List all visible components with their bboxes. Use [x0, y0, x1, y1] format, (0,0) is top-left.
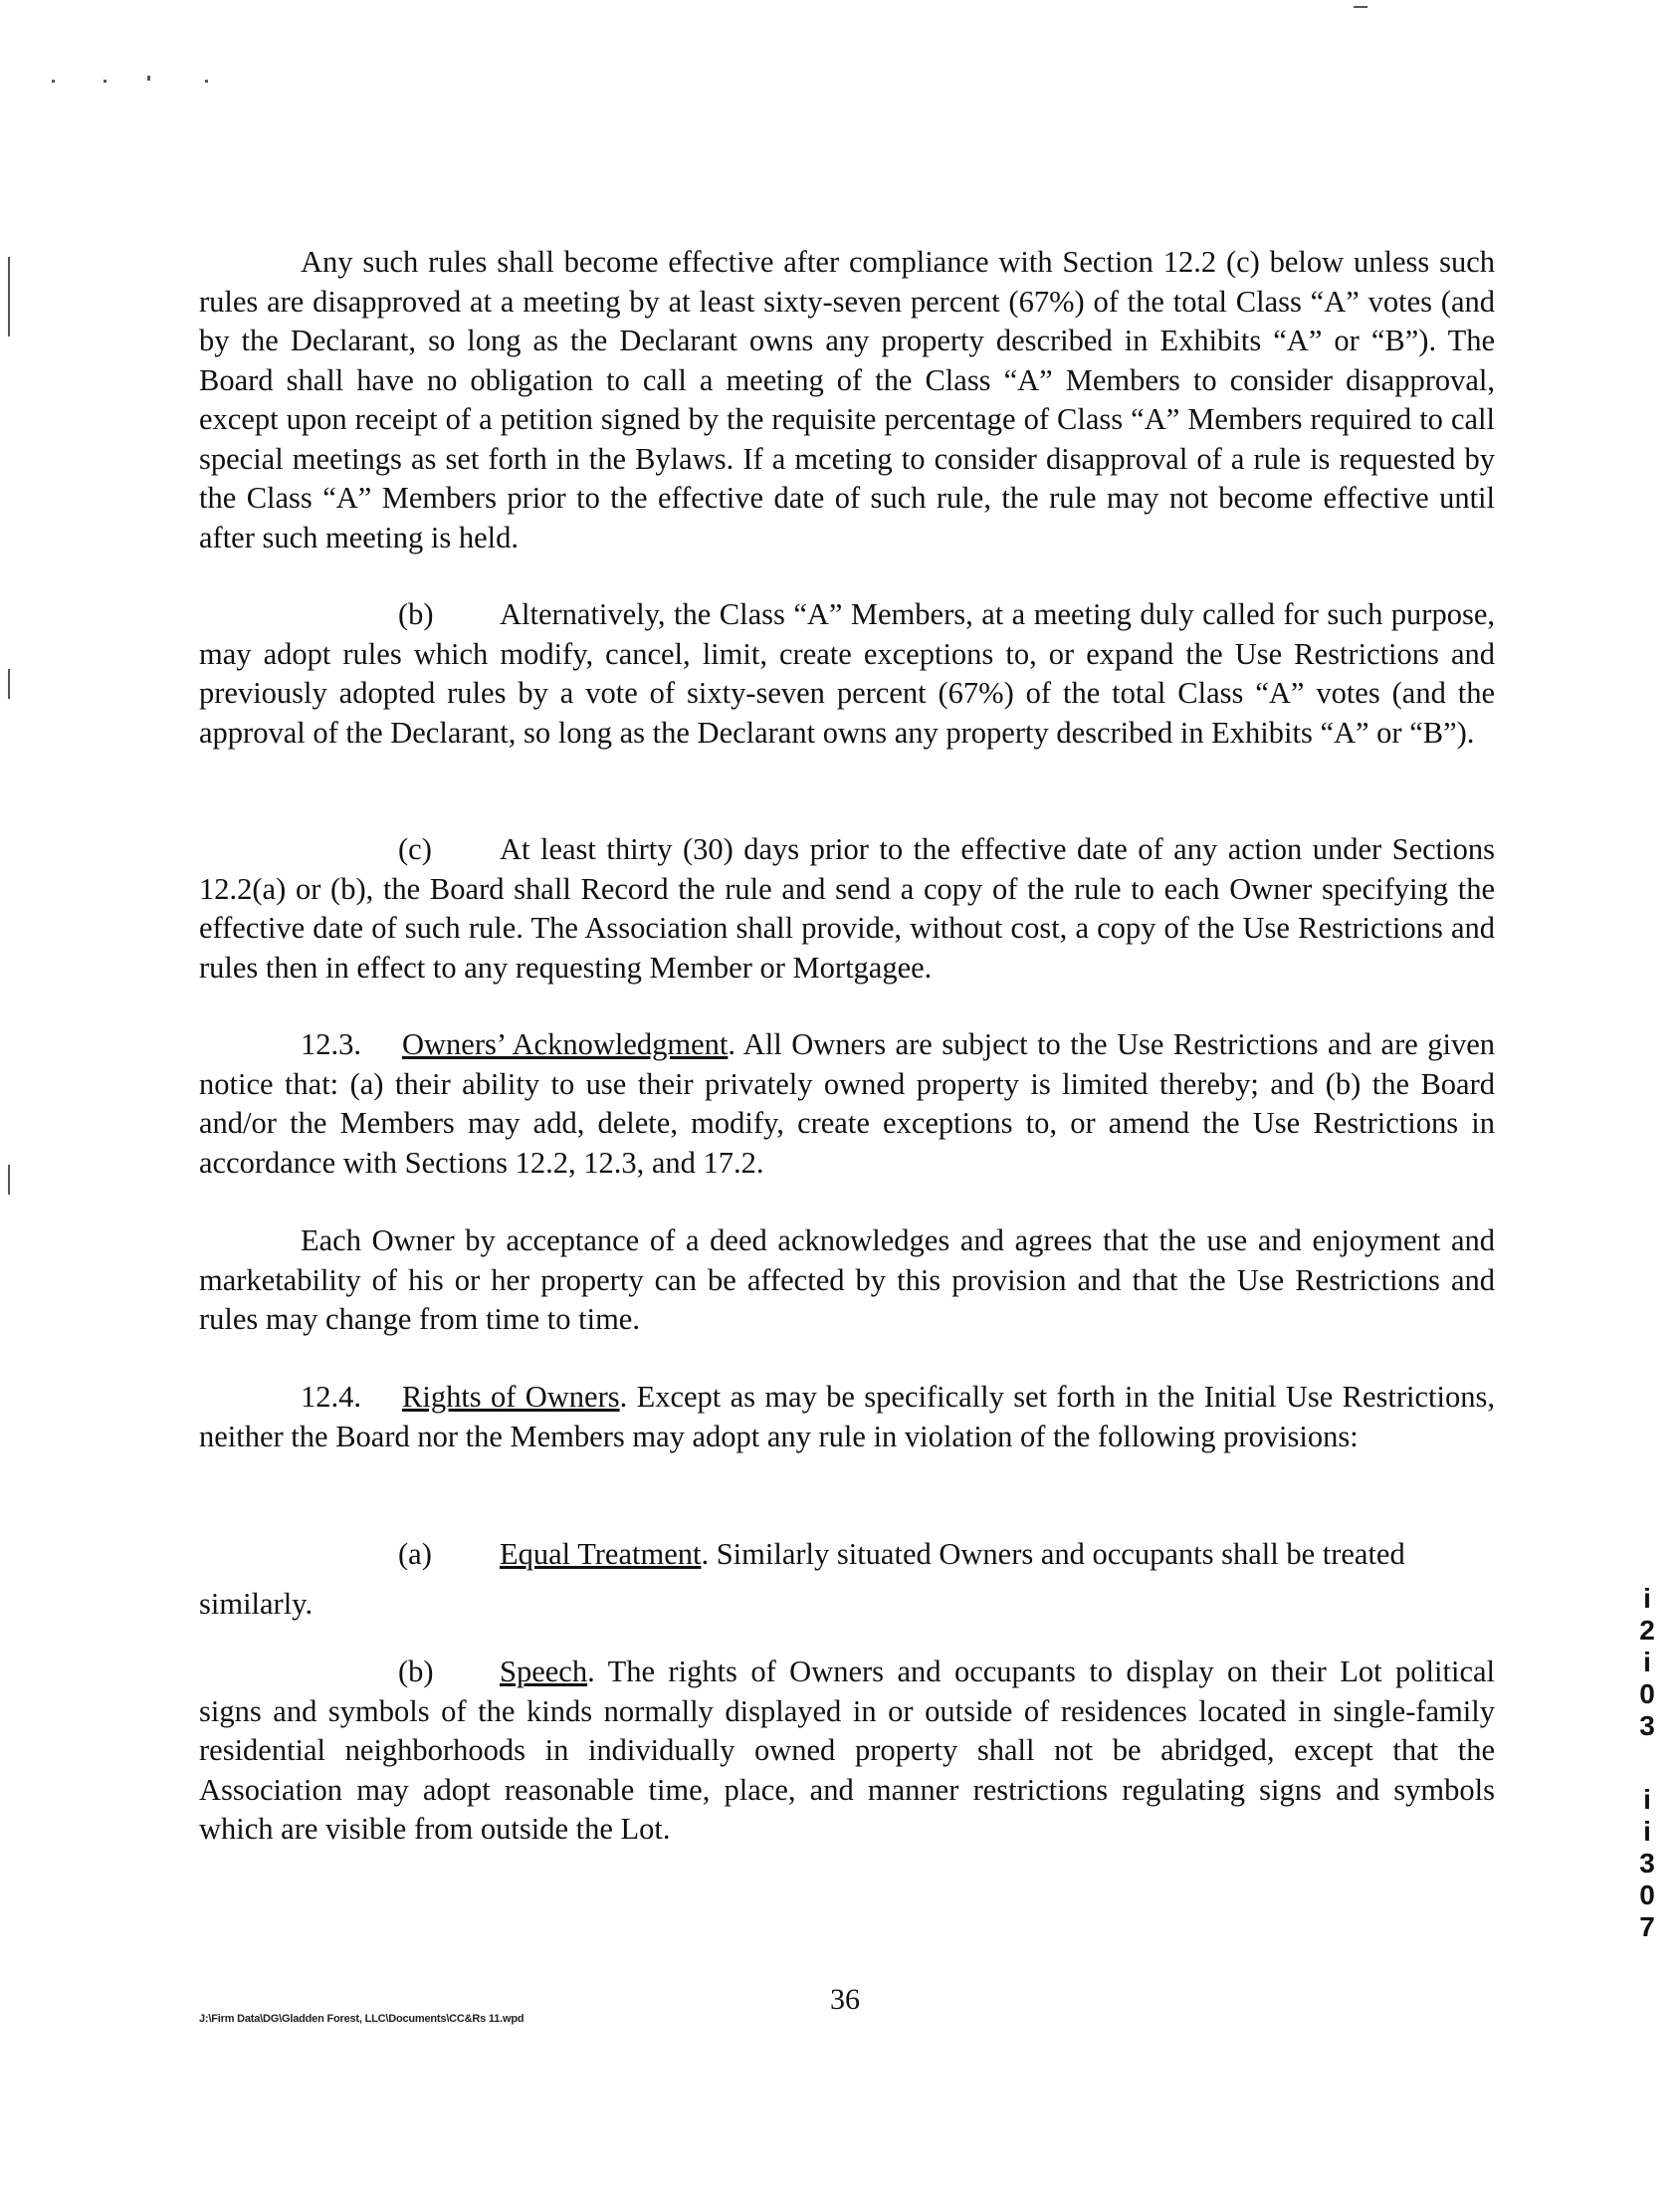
clause-label: (b) — [398, 597, 434, 631]
section-number: 12.3. — [301, 1027, 361, 1061]
paragraph-12-2-b — [199, 595, 1495, 753]
paragraph-text: . Similarly situated Owners and occupants shall be treated — [701, 1537, 1405, 1571]
scan-mark — [104, 80, 106, 83]
stamp-char: i — [1643, 1784, 1651, 1815]
clause-heading: Speech — [500, 1655, 588, 1688]
stamp-char: 3 — [1639, 1848, 1655, 1878]
paragraph-12-2-c — [199, 830, 1495, 988]
paragraph-text: . All Owners are subject to the Use Restrictions and are given notice that: (a) their ability to use their privately owned property is limited thereby; and (b) the Board and/or the Members may add, delete, modify, create exceptions to, or amend the Use Restrictions in accordance with Sections 12.2, 12.3, and 17.2. — [199, 1027, 1495, 1180]
scan-mark — [147, 76, 150, 81]
section-heading: Rights of Owners — [402, 1380, 620, 1414]
section-12-3 — [199, 1025, 1495, 1183]
stamp-char: 3 — [1639, 1710, 1655, 1741]
side-stamp-bottom — [1632, 1784, 1662, 1943]
footer-file-path: J:\Firm Data\DG\Gladden Forest, LLC\Documents\CC&Rs 11.wpd — [199, 2013, 525, 2025]
paragraph-owner-acceptance — [199, 1221, 1495, 1340]
clause-speech — [199, 1653, 1495, 1850]
stamp-char: 7 — [1639, 1911, 1655, 1942]
paragraph-rules-effective — [199, 243, 1495, 557]
clause-heading: Equal Treatment — [500, 1537, 702, 1571]
clause-equal-treatment — [199, 1535, 1495, 1575]
stamp-char: i — [1643, 1816, 1651, 1847]
scan-mark — [52, 80, 55, 83]
scan-mark — [8, 669, 10, 699]
clause-label: (b) — [398, 1655, 434, 1688]
paragraph-text: Each Owner by acceptance of a deed acknowledges and agrees that the use and enjoyment and marketability of his or her property can be affected by this provision and that the Use Restrictions and rules may change from time to time. — [199, 1223, 1495, 1336]
section-heading: Owners’ Acknowledgment — [402, 1027, 729, 1061]
paragraph-text: Any such rules shall become effective after compliance with Section 12.2 (c) below unless such rules are disapproved at a meeting by at least sixty-seven percent (67%) of the total Class “A” votes (and by the Declarant, so long as the Declarant owns any property described in Exhibits “A” or “B”). The Board shall have no obligation to call a meeting of the Class “A” Members to consider disapproval, except upon receipt of a petition signed by the requisite percentage of Class “A” Members required to call special meetings as set forth in the Bylaws. If a mceting to consider disapproval of a rule is requested by the Class “A” Members prior to the effective date of such rule, the rule may not become effective until after such meeting is held. — [199, 245, 1495, 554]
stamp-char: 0 — [1639, 1678, 1655, 1709]
scan-mark — [8, 257, 10, 336]
paragraph-text: . Except as may be specifically set forth in the Initial Use Restrictions, neither the Board nor the Members may adopt any rule in violation of the following provisions: — [199, 1380, 1495, 1453]
side-stamp-top — [1632, 1583, 1662, 1742]
scan-mark — [8, 1165, 10, 1195]
stamp-char: 0 — [1639, 1879, 1655, 1910]
paragraph-text: . The rights of Owners and occupants to display on their Lot political signs and symbols of the kinds normally displayed in or outside of residences located in single-family residential neighborhoods in individually owned property shall not be abridged, except that the Association may adopt reasonable time, place, and manner restrictions regulating signs and symbols which are visible from outside the Lot. — [199, 1655, 1495, 1846]
clause-label: (c) — [398, 832, 432, 866]
paragraph-text: Alternatively, the Class “A” Members, at a meeting duly called for such purpose, may adopt rules which modify, cancel, limit, create exceptions to, or expand the Use Restrictions and previously adopted rules by a vote of sixty-seven percent (67%) of the total Class “A” votes (and the approval of the Declarant, so long as the Declarant owns any property described in Exhibits “A” or “B”). — [199, 597, 1495, 750]
paragraph-text: At least thirty (30) days prior to the effective date of any action under Sections 12.2(a) or (b), the Board shall Record the rule and send a copy of the rule to each Owner specifying the effective date of such rule. The Association shall provide, without cost, a copy of the Use Restrictions and rules then in effect to any requesting Member or Mortgagee. — [199, 832, 1495, 985]
clause-label: (a) — [398, 1537, 432, 1571]
page-number: 36 — [830, 1983, 860, 2016]
section-12-4 — [199, 1378, 1495, 1456]
paragraph-text: similarly. — [199, 1587, 314, 1621]
stamp-char: 2 — [1639, 1615, 1655, 1646]
section-number: 12.4. — [301, 1380, 361, 1414]
clause-equal-treatment-continuation — [199, 1585, 1495, 1625]
scan-mark — [205, 80, 208, 83]
stamp-char: i — [1643, 1583, 1651, 1614]
stamp-char: i — [1643, 1647, 1651, 1677]
scan-mark — [1354, 6, 1367, 8]
